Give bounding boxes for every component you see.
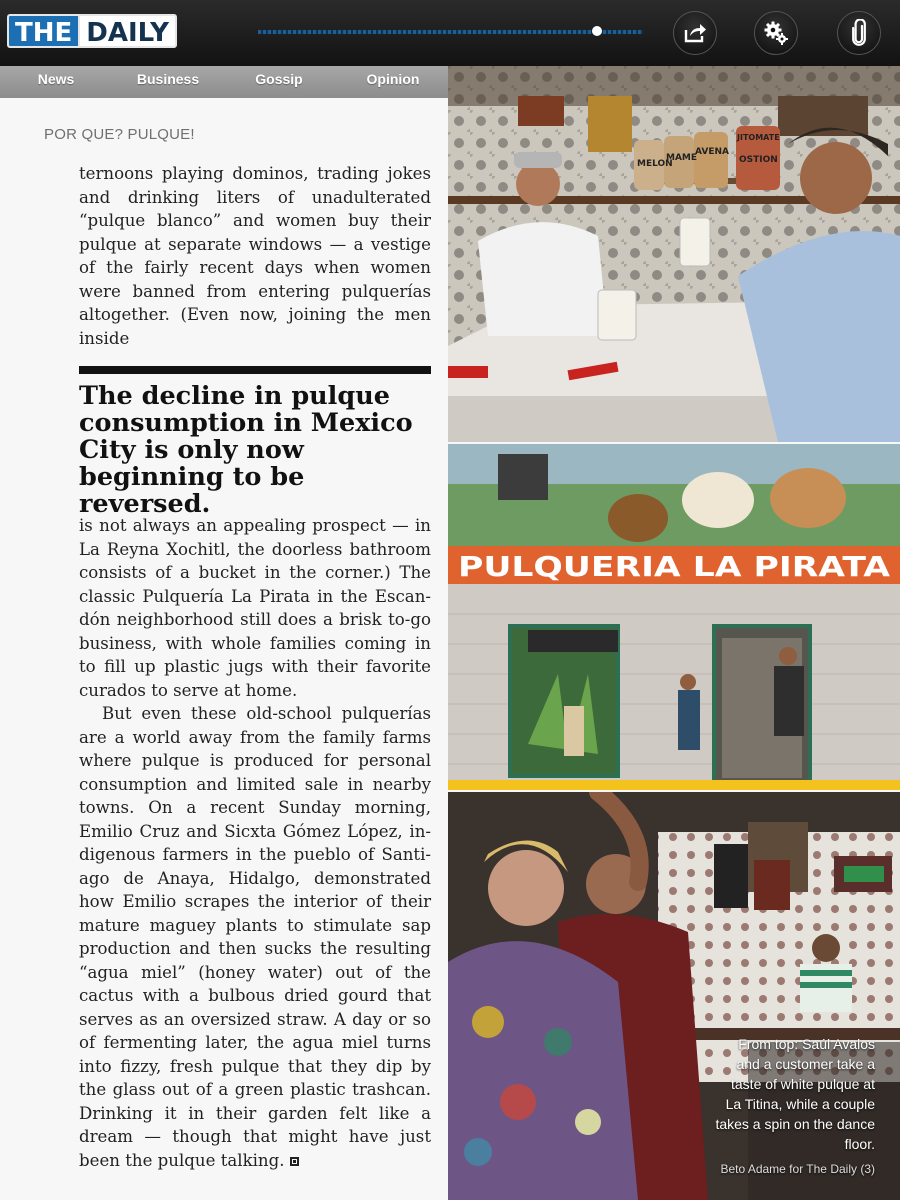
jar-label-jitomate: JITOMATE — [737, 133, 780, 142]
the-daily-logo[interactable] — [7, 14, 177, 48]
article-paragraph-2 — [79, 514, 431, 1172]
logo-daily: DAILY — [78, 14, 177, 48]
nav-gossip[interactable]: Gossip — [255, 71, 303, 87]
gear-icon — [763, 20, 789, 46]
jar-label-mame: MAME — [666, 153, 698, 163]
article-paragraph-1 — [79, 162, 431, 350]
photo-credit: Beto Adame for The Daily (3) — [720, 1162, 875, 1176]
logo-the: THE — [7, 14, 78, 48]
photo-dance-floor — [448, 792, 900, 1200]
paragraph-text: is not always an appealing prospect — in La Reyna Xochitl, the doorless bathroom consists of a bucket in the corner.) The classic Pulquería La Pirata in the Escandón neighborhood still does a brisk to-go business, with whole families coming in to fill up plastic jugs with their favorite curados to serve at home. — [79, 516, 431, 700]
article-paragraph-3 — [79, 702, 431, 1172]
clip-button[interactable] — [837, 11, 881, 55]
jar-label-ostion: OSTION — [739, 155, 778, 165]
top-bar — [0, 0, 900, 66]
pullquote: The decline in pulque consumption in Mexico City is only now beginning to be reversed. — [79, 381, 413, 519]
share-button[interactable] — [673, 11, 717, 55]
pullquote-rule — [79, 366, 431, 374]
share-icon — [683, 22, 707, 44]
end-mark-icon — [290, 1157, 299, 1166]
settings-button[interactable] — [754, 11, 798, 55]
page-progress-handle[interactable] — [592, 26, 602, 36]
jar-label-melon: MELON — [637, 159, 673, 169]
article-kicker: POR QUE? PULQUE! — [44, 126, 195, 143]
nav-business[interactable]: Business — [136, 71, 200, 87]
paragraph-text: But even these old-school pulquerías are a world away from the family farms where pulque is produced for personal consumption and limited sale in nearby towns. On a recent Sunday morning, Emilio Cruz and Sicxta Gómez López, indigenous farmers in the pueblo of Santiago de Anaya, Hidalgo, demonstrated how Emilio scrapes the interior of their mature maguey plants to stimulate sap production and then sucks the resulting “agua miel” (honey water) out of the cactus with a bulbous dried gourd that serves as an oversized straw. A day or so of fermenting later, the agua miel turns into fizzy, fresh pulque that they dip by the glass out of a green plastic trashcan. Drinking it in their garden felt like a dream — though that might have just been the pulque talking. — [79, 704, 431, 1170]
paperclip-icon — [850, 19, 868, 47]
photo-bar-scene — [448, 66, 900, 442]
photo-pulqueria-la-pirata — [448, 444, 900, 790]
jar-label-avena: AVENA — [695, 147, 729, 157]
nav-news[interactable]: News — [37, 71, 75, 87]
nav-opinion[interactable]: Opinion — [366, 71, 420, 87]
paragraph-text: ternoons playing dominos, trading jokes and drinking liters of unadulterated “pulque blanco” and women buy their pulque at separate windows — a vestige of the fairly recent days when women were banned from entering pulquerías altogether. (Even now, joining the men inside — [79, 164, 431, 348]
page-progress-bar[interactable] — [258, 30, 643, 34]
pulqueria-sign-text: PULQUERIA LA PIRATA — [458, 550, 891, 583]
photo-caption: From top: Saúl Avalos and a customer take a taste of white pulque at La Titina, while a couple takes a spin on the dance floor. — [715, 1036, 875, 1152]
